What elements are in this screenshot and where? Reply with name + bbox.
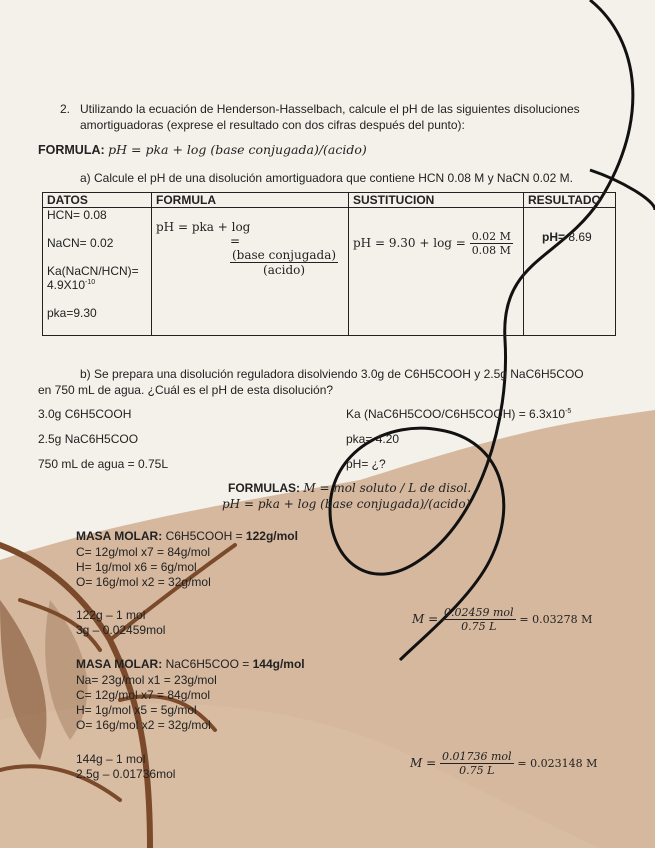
cell-datos (43, 208, 152, 336)
formula-2: pH = pka + log (base conjugada)/(acido) (222, 497, 471, 511)
molar2-line: O= 16g/mol x2 = 32g/mol (76, 718, 211, 732)
formula-1: M = mol soluto / L de disol. (303, 481, 472, 495)
table-header-row (43, 193, 616, 208)
molar2-line: C= 12g/mol x7 = 84g/mol (76, 688, 211, 702)
datos-hcn: HCN= 0.08 (47, 208, 107, 222)
datos-ka-value: $4.9X10^{-10}$ (47, 278, 96, 292)
formulas-label: FORMULAS: (228, 481, 300, 495)
resultado-value: 8.69 (568, 230, 592, 244)
resultado-label: pH= (542, 230, 566, 244)
given-ka: Ka (NaC6H5COO/C6H5COOH) = $6.3x10^{-5}$ (346, 407, 572, 421)
molar1-heading: MASA MOLAR: C6H5COOH = 122g/mol (76, 529, 298, 543)
molar2-calc: M = $\frac{\text{0.01736 mol}}{0.75 L}$ = 0.023148 M (410, 750, 598, 777)
given-3: 750 mL de agua = 0.75L (38, 457, 168, 471)
molar1-line: O= 16g/mol x2 = 32g/mol (76, 575, 211, 589)
data-table (42, 192, 616, 336)
molar2-line: Na= 23g/mol x1 = 23g/mol (76, 673, 217, 687)
formula-line (38, 142, 367, 157)
formula-lhs: pH = pka + log (156, 220, 251, 234)
header-formula: FORMULA (152, 193, 349, 208)
header-sustitucion: SUSTITUCION (349, 193, 524, 208)
item-text-line1: Utilizando la ecuación de Henderson-Hasselbach, calcule el pH de las siguientes disoluciones (80, 102, 580, 116)
formula-den: (acido) (263, 263, 306, 277)
datos-pka: pka=9.30 (47, 306, 97, 320)
formula-num: (base conjugada) (232, 248, 337, 262)
molar1-line: H= 1g/mol x6 = 6g/mol (76, 560, 197, 574)
sust-den: 0.08 M (471, 244, 511, 257)
sust-fraction (470, 230, 513, 257)
given-1: 3.0g C6H5COOH (38, 407, 132, 421)
molar1-rule: 122g – 1 mol (76, 608, 146, 622)
datos-nacn: NaCN= 0.02 (47, 236, 114, 250)
formula-text: pH = pka + log (base conjugada)/(acido) (108, 142, 367, 157)
part-b-text-line1: b) Se prepara una disolución reguladora disolviendo 3.0g de C6H5COOH y 2.5g NaC6H5COO (80, 367, 584, 381)
item-number: 2. (60, 102, 71, 116)
item-text-line2: amortiguadoras (exprese el resultado con dos cifras después del punto): (80, 118, 465, 132)
molar1-line: C= 12g/mol x7 = 84g/mol (76, 545, 211, 559)
molar2-line: H= 1g/mol x5 = 5g/mol (76, 703, 197, 717)
cell-formula (152, 208, 349, 336)
formula-label: FORMULA: (38, 143, 105, 157)
table-row (43, 208, 616, 336)
given-ph: pH= ¿? (346, 457, 386, 471)
molar2-heading: MASA MOLAR: NaC6H5COO = 144g/mol (76, 657, 305, 671)
part-b-text-line2: en 750 mL de agua. ¿Cuál es el pH de esta disolución? (38, 383, 334, 397)
formulas-block (228, 481, 471, 495)
formula-eq: = (230, 234, 241, 248)
molar1-calc: M = $\frac{\text{0.02459 mol}}{0.75 L}$ = 0.03278 M (412, 606, 593, 633)
given-2: 2.5g NaC6H5COO (38, 432, 139, 446)
molar1-rule: 3g – 0.02459mol (76, 623, 166, 637)
datos-ka: Ka(NaCN/HCN)= (47, 264, 139, 278)
cell-sustitucion (349, 208, 524, 336)
cell-resultado (524, 208, 616, 336)
sust-num: 0.02 M (471, 230, 511, 243)
molar2-rule: 2.5g – 0.01736mol (76, 767, 176, 781)
header-datos: DATOS (43, 193, 152, 208)
given-pka: pka= 4.20 (346, 432, 400, 446)
header-resultado: RESULTADO (524, 193, 616, 208)
sust-lhs: pH = 9.30 + log = (353, 236, 466, 250)
molar2-rule: 144g – 1 mol (76, 752, 146, 766)
formula-fraction (230, 248, 338, 277)
part-a-text: a) Calcule el pH de una disolución amortiguadora que contiene HCN 0.08 M y NaCN 0.02 M. (80, 171, 573, 185)
